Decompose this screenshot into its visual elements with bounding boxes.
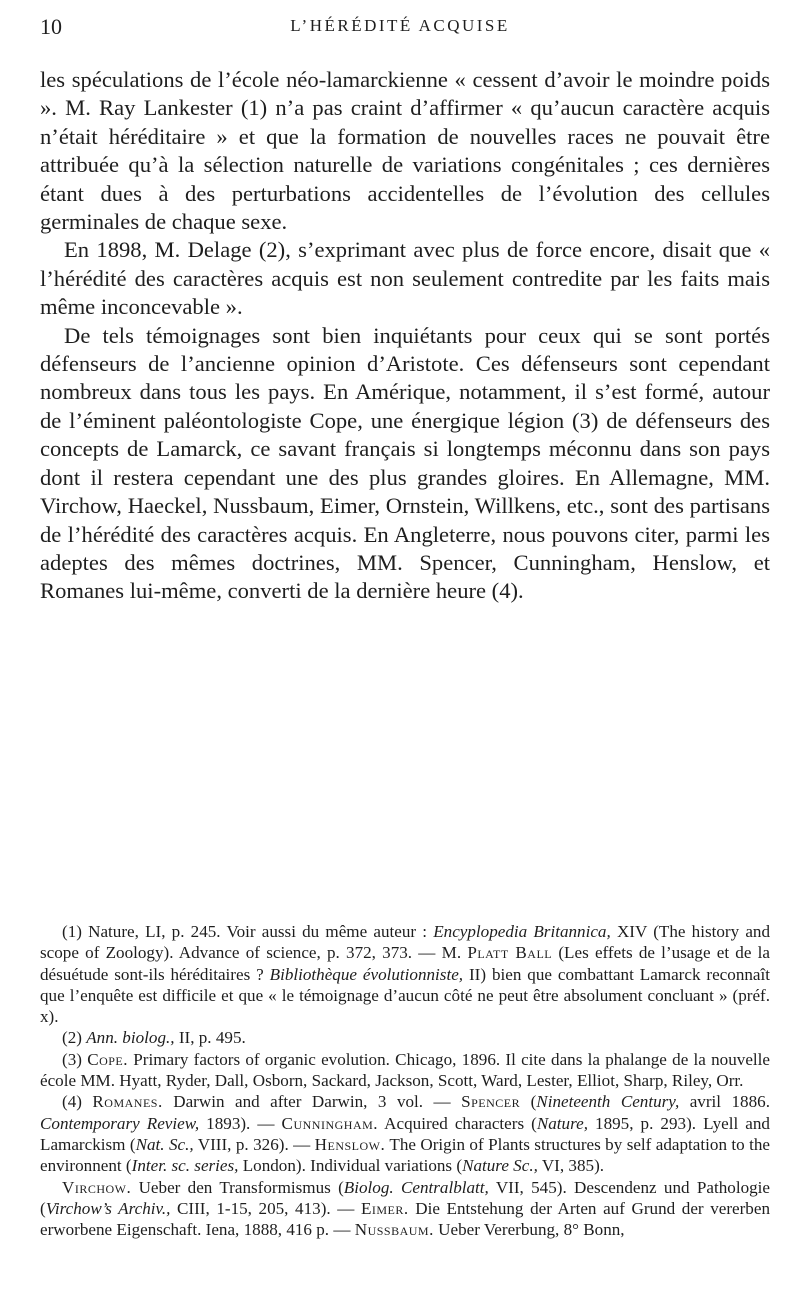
paragraph-1: les spéculations de l’école néo-lamarckienne « cessent d’avoir le moindre poids ». M. Ray Lankester (1) n’a pas craint d’affirmer « qu’aucun caractère acquis n’était héréditaire » et que la formation de nouvelles races ne pouvait être attribuée qu’à la sélection naturelle de variations congénitales ; ces dernières étant dues à des perturbations accidentelles de l’évolution des cellules germinales de chaque sexe. [40, 67, 770, 235]
footnote-4: (4) Romanes. Darwin and after Darwin, 3 vol. — Spencer (Nineteenth Century, avril 1886. Contemporary Review, 1893). — Cunningham. Acquired characters (Nature, 1895, p. 293). Lyell and Lamarckism (Nat. Sc., VIII, p. 326). — Henslow. The Origin of Plants structures by self adaptation to the environnent (Inter. sc. series, London). Individual variations (Nature Sc., VI, 385). [40, 1092, 771, 1176]
footnote-3: (3) Cope. Primary factors of organic evolution. Chicago, 1896. Il cite dans la phalange de la nouvelle école MM. Hyatt, Ryder, Dall, Osborn, Sackard, Jackson, Scott, Ward, Lester, Elliot, Sharp, Riley, Orr. [40, 1049, 770, 1091]
footnotes [40, 921, 770, 1240]
footnote-1: (1) Nature, LI, p. 245. Voir aussi du même auteur : Encyplopedia Britannica, XIV (The history and scope of Zoology). Advance of science, p. 372, 373. — M. Platt Ball (Les effets de l’usage et de la désuétude sont-ils héréditaires ? Bibliothèque évolutionniste, II) bien que combattant Lamarck reconnaît que l’enquête est difficile et que « le témoignage d’aucun côté ne peut être absolument concluant » (préf. x). [40, 922, 771, 1027]
page-number: 10 [40, 14, 62, 39]
paragraph-2: En 1898, M. Delage (2), s’exprimant avec plus de force encore, disait que « l’hérédité des caractères acquis est non seulement contredite par les faits mais même inconcevable ». [40, 237, 770, 320]
running-title: L’HÉRÉDITÉ ACQUISE [290, 16, 510, 35]
footnote-2: (2) Ann. biolog., II, p. 495. [62, 1028, 246, 1048]
paragraph-3: De tels témoignages sont bien inquiétants pour ceux qui se sont portés défenseurs de l’ancienne opinion d’Aristote. Ces défenseurs sont cependant nombreux dans tous les pays. En Amérique, notamment, il s’est formé, autour de l’éminent paléontologiste Cope, une énergique légion (3) de défenseurs des concepts de Lamarck, ce savant français si longtemps méconnu dans son pays dont il restera cependant une des plus grandes gloires. En Allemagne, MM. Virchow, Haeckel, Nussbaum, Eimer, Ornstein, Willkens, etc., sont des partisans de l’hérédité des caractères acquis. En Angleterre, nous pouvons citer, parmi les adeptes des mêmes doctrines, MM. Spencer, Cunningham, Henslow, et Romanes lui-même, converti de la dernière heure (4). [40, 322, 770, 604]
main-text [40, 66, 770, 606]
footnote-4-continued: Virchow. Ueber den Transformismus (Biolog. Centralblatt, VII, 545). Descendenz und Pathologie (Virchow’s Archiv., CIII, 1-15, 205, 413). — Eimer. Die Entstehung der Arten auf Grund der vererben erworbene Eigenschaft. Iena, 1888, 416 p. — Nussbaum. Ueber Vererbung, 8° Bonn, [40, 1177, 770, 1240]
running-head [40, 14, 760, 40]
